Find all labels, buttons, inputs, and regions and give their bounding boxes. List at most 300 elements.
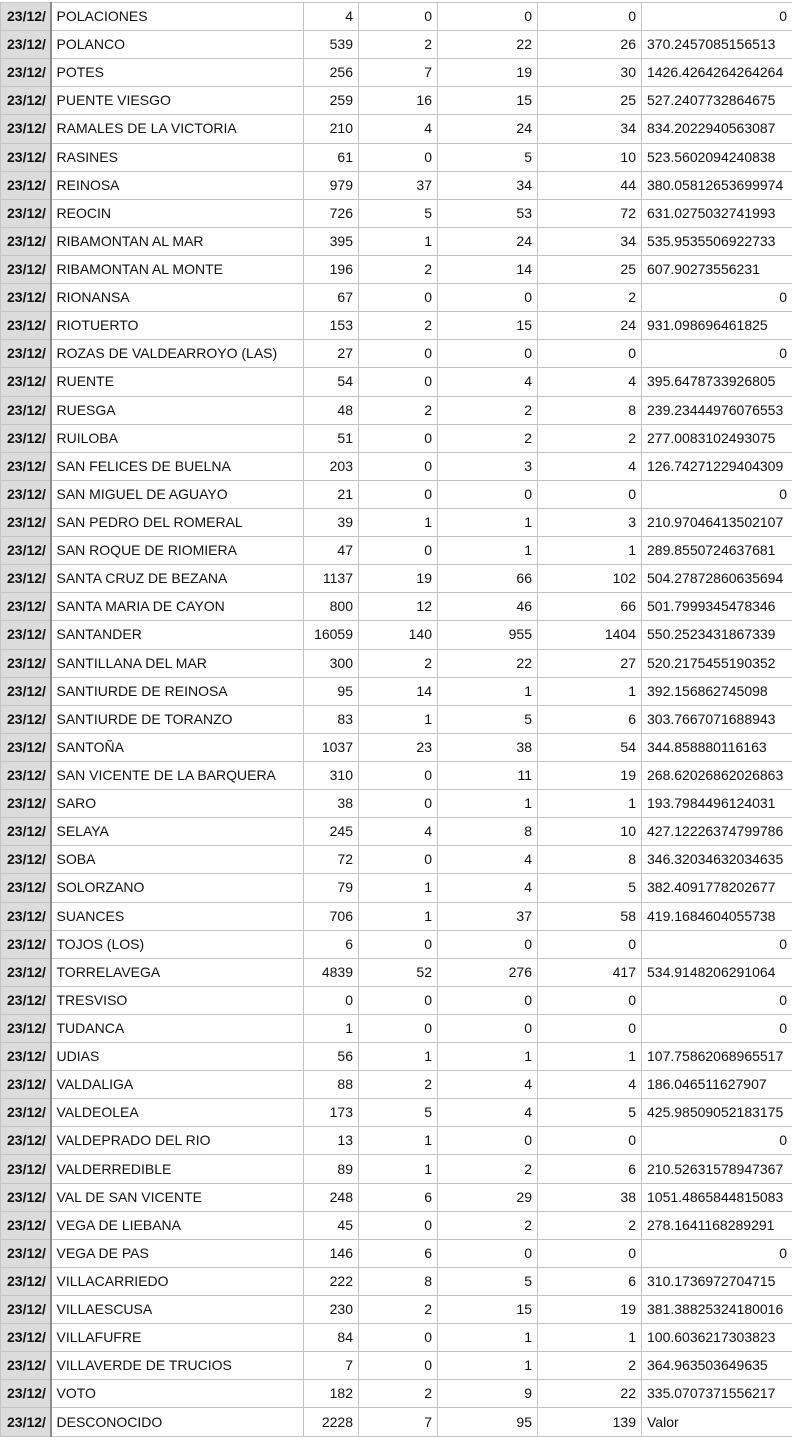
municipality-cell[interactable]: VEGA DE PAS [51,1239,304,1267]
rate-cell[interactable]: 523.5602094240838 [642,143,792,171]
municipality-cell[interactable]: SANTIURDE DE TORANZO [51,705,304,733]
municipality-cell[interactable]: VILLAFUFRE [51,1324,304,1352]
date-cell[interactable]: 23/12/ [1,1211,51,1239]
municipality-cell[interactable]: ROZAS DE VALDEARROYO (LAS) [51,340,304,368]
value-cell-2[interactable]: 0 [359,480,438,508]
value-cell-2[interactable]: 5 [359,199,438,227]
rate-cell[interactable]: 0 [642,284,792,312]
value-cell-4[interactable]: 34 [538,115,642,143]
value-cell-4[interactable]: 0 [538,340,642,368]
value-cell-3[interactable]: 2 [438,396,538,424]
value-cell-4[interactable]: 0 [538,1014,642,1042]
value-cell-3[interactable]: 4 [438,368,538,396]
value-cell-3[interactable]: 53 [438,199,538,227]
value-cell-4[interactable]: 1 [538,790,642,818]
municipality-cell[interactable]: SAN VICENTE DE LA BARQUERA [51,761,304,789]
rate-cell[interactable]: 0 [642,3,792,31]
value-cell-3[interactable]: 8 [438,818,538,846]
value-cell-3[interactable]: 22 [438,649,538,677]
value-cell-1[interactable]: 7 [304,1352,359,1380]
value-cell-4[interactable]: 2 [538,284,642,312]
rate-cell[interactable]: 0 [642,986,792,1014]
value-cell-3[interactable]: 0 [438,986,538,1014]
value-cell-3[interactable]: 0 [438,340,538,368]
value-cell-4[interactable]: 2 [538,424,642,452]
value-cell-1[interactable]: 2228 [304,1408,359,1436]
value-cell-1[interactable]: 248 [304,1183,359,1211]
date-cell[interactable]: 23/12/ [1,480,51,508]
value-cell-1[interactable]: 173 [304,1099,359,1127]
rate-cell[interactable]: 419.1684604055738 [642,902,792,930]
value-cell-4[interactable]: 2 [538,1211,642,1239]
municipality-cell[interactable]: VEGA DE LIEBANA [51,1211,304,1239]
value-cell-2[interactable]: 14 [359,677,438,705]
rate-cell[interactable]: 210.52631578947367 [642,1155,792,1183]
date-cell[interactable]: 23/12/ [1,87,51,115]
value-cell-1[interactable]: 726 [304,199,359,227]
municipality-cell[interactable]: SANTA MARIA DE CAYON [51,593,304,621]
value-cell-3[interactable]: 38 [438,733,538,761]
municipality-cell[interactable]: TUDANCA [51,1014,304,1042]
rate-cell[interactable]: Valor [642,1408,792,1436]
value-cell-1[interactable]: 1137 [304,565,359,593]
value-cell-2[interactable]: 2 [359,649,438,677]
value-cell-2[interactable]: 8 [359,1267,438,1295]
value-cell-1[interactable]: 310 [304,761,359,789]
rate-cell[interactable]: 344.858880116163 [642,733,792,761]
date-cell[interactable]: 23/12/ [1,31,51,59]
value-cell-4[interactable]: 1404 [538,621,642,649]
date-cell[interactable]: 23/12/ [1,508,51,536]
value-cell-3[interactable]: 4 [438,846,538,874]
value-cell-4[interactable]: 26 [538,31,642,59]
value-cell-3[interactable]: 0 [438,930,538,958]
value-cell-4[interactable]: 0 [538,3,642,31]
value-cell-3[interactable]: 24 [438,115,538,143]
value-cell-1[interactable]: 146 [304,1239,359,1267]
value-cell-1[interactable]: 800 [304,593,359,621]
date-cell[interactable]: 23/12/ [1,537,51,565]
rate-cell[interactable]: 186.046511627907 [642,1071,792,1099]
date-cell[interactable]: 23/12/ [1,59,51,87]
value-cell-4[interactable]: 19 [538,1296,642,1324]
date-cell[interactable]: 23/12/ [1,171,51,199]
rate-cell[interactable]: 427.12226374799786 [642,818,792,846]
value-cell-3[interactable]: 1 [438,508,538,536]
municipality-cell[interactable]: VALDEPRADO DEL RIO [51,1127,304,1155]
date-cell[interactable]: 23/12/ [1,284,51,312]
municipality-cell[interactable]: UDIAS [51,1043,304,1071]
value-cell-3[interactable]: 19 [438,59,538,87]
date-cell[interactable]: 23/12/ [1,1183,51,1211]
value-cell-1[interactable]: 1 [304,1014,359,1042]
value-cell-2[interactable]: 0 [359,340,438,368]
date-cell[interactable]: 23/12/ [1,818,51,846]
municipality-cell[interactable]: SOLORZANO [51,874,304,902]
municipality-cell[interactable]: SELAYA [51,818,304,846]
value-cell-1[interactable]: 13 [304,1127,359,1155]
value-cell-3[interactable]: 15 [438,312,538,340]
value-cell-3[interactable]: 4 [438,1071,538,1099]
value-cell-4[interactable]: 25 [538,87,642,115]
municipality-cell[interactable]: SANTIURDE DE REINOSA [51,677,304,705]
municipality-cell[interactable]: VALDALIGA [51,1071,304,1099]
value-cell-1[interactable]: 230 [304,1296,359,1324]
municipality-cell[interactable]: SAN PEDRO DEL ROMERAL [51,508,304,536]
municipality-cell[interactable]: RUILOBA [51,424,304,452]
value-cell-2[interactable]: 52 [359,958,438,986]
value-cell-4[interactable]: 19 [538,761,642,789]
value-cell-1[interactable]: 54 [304,368,359,396]
value-cell-4[interactable]: 3 [538,508,642,536]
rate-cell[interactable]: 380.05812653699974 [642,171,792,199]
date-cell[interactable]: 23/12/ [1,1127,51,1155]
value-cell-1[interactable]: 39 [304,508,359,536]
value-cell-3[interactable]: 37 [438,902,538,930]
value-cell-4[interactable]: 1 [538,1043,642,1071]
value-cell-4[interactable]: 4 [538,1071,642,1099]
rate-cell[interactable]: 210.97046413502107 [642,508,792,536]
value-cell-4[interactable]: 417 [538,958,642,986]
value-cell-2[interactable]: 1 [359,227,438,255]
rate-cell[interactable]: 370.2457085156513 [642,31,792,59]
value-cell-1[interactable]: 45 [304,1211,359,1239]
date-cell[interactable]: 23/12/ [1,677,51,705]
date-cell[interactable]: 23/12/ [1,3,51,31]
value-cell-1[interactable]: 196 [304,255,359,283]
value-cell-2[interactable]: 37 [359,171,438,199]
municipality-cell[interactable]: RIBAMONTAN AL MONTE [51,255,304,283]
value-cell-2[interactable]: 2 [359,396,438,424]
date-cell[interactable]: 23/12/ [1,227,51,255]
municipality-cell[interactable]: SANTILLANA DEL MAR [51,649,304,677]
date-cell[interactable]: 23/12/ [1,958,51,986]
value-cell-3[interactable]: 0 [438,1127,538,1155]
value-cell-4[interactable]: 30 [538,59,642,87]
municipality-cell[interactable]: VALDERREDIBLE [51,1155,304,1183]
value-cell-1[interactable]: 182 [304,1380,359,1408]
date-cell[interactable]: 23/12/ [1,733,51,761]
municipality-cell[interactable]: RUESGA [51,396,304,424]
date-cell[interactable]: 23/12/ [1,1014,51,1042]
municipality-cell[interactable]: VILLAESCUSA [51,1296,304,1324]
value-cell-4[interactable]: 66 [538,593,642,621]
value-cell-1[interactable]: 95 [304,677,359,705]
value-cell-4[interactable]: 58 [538,902,642,930]
value-cell-4[interactable]: 6 [538,1267,642,1295]
date-cell[interactable]: 23/12/ [1,874,51,902]
value-cell-1[interactable]: 706 [304,902,359,930]
rate-cell[interactable]: 607.90273556231 [642,255,792,283]
value-cell-3[interactable]: 5 [438,143,538,171]
date-cell[interactable]: 23/12/ [1,761,51,789]
rate-cell[interactable]: 550.2523431867339 [642,621,792,649]
value-cell-1[interactable]: 259 [304,87,359,115]
value-cell-2[interactable]: 2 [359,1380,438,1408]
value-cell-2[interactable]: 0 [359,846,438,874]
date-cell[interactable]: 23/12/ [1,649,51,677]
value-cell-1[interactable]: 300 [304,649,359,677]
value-cell-2[interactable]: 140 [359,621,438,649]
value-cell-3[interactable]: 24 [438,227,538,255]
date-cell[interactable]: 23/12/ [1,1352,51,1380]
value-cell-3[interactable]: 0 [438,1239,538,1267]
date-cell[interactable]: 23/12/ [1,452,51,480]
value-cell-3[interactable]: 5 [438,1267,538,1295]
value-cell-2[interactable]: 4 [359,115,438,143]
value-cell-3[interactable]: 95 [438,1408,538,1436]
value-cell-2[interactable]: 12 [359,593,438,621]
value-cell-2[interactable]: 7 [359,59,438,87]
municipality-cell[interactable]: RIBAMONTAN AL MAR [51,227,304,255]
value-cell-3[interactable]: 0 [438,1014,538,1042]
value-cell-4[interactable]: 8 [538,846,642,874]
value-cell-3[interactable]: 955 [438,621,538,649]
rate-cell[interactable]: 520.2175455190352 [642,649,792,677]
value-cell-4[interactable]: 139 [538,1408,642,1436]
value-cell-2[interactable]: 0 [359,3,438,31]
rate-cell[interactable]: 0 [642,1127,792,1155]
value-cell-2[interactable]: 2 [359,312,438,340]
value-cell-3[interactable]: 0 [438,284,538,312]
value-cell-2[interactable]: 1 [359,1127,438,1155]
value-cell-4[interactable]: 10 [538,818,642,846]
value-cell-2[interactable]: 0 [359,284,438,312]
value-cell-3[interactable]: 1 [438,537,538,565]
municipality-cell[interactable]: SANTANDER [51,621,304,649]
value-cell-2[interactable]: 0 [359,761,438,789]
rate-cell[interactable]: 335.0707371556217 [642,1380,792,1408]
rate-cell[interactable]: 392.156862745098 [642,677,792,705]
date-cell[interactable]: 23/12/ [1,396,51,424]
municipality-cell[interactable]: DESCONOCIDO [51,1408,304,1436]
value-cell-4[interactable]: 6 [538,705,642,733]
value-cell-1[interactable]: 48 [304,396,359,424]
value-cell-1[interactable]: 1037 [304,733,359,761]
municipality-cell[interactable]: REOCIN [51,199,304,227]
value-cell-3[interactable]: 1 [438,790,538,818]
value-cell-4[interactable]: 6 [538,1155,642,1183]
value-cell-4[interactable]: 22 [538,1380,642,1408]
value-cell-3[interactable]: 66 [438,565,538,593]
value-cell-3[interactable]: 1 [438,1352,538,1380]
municipality-cell[interactable]: POLANCO [51,31,304,59]
value-cell-1[interactable]: 72 [304,846,359,874]
value-cell-2[interactable]: 0 [359,424,438,452]
date-cell[interactable]: 23/12/ [1,846,51,874]
value-cell-3[interactable]: 0 [438,3,538,31]
date-cell[interactable]: 23/12/ [1,1324,51,1352]
value-cell-2[interactable]: 1 [359,508,438,536]
municipality-cell[interactable]: SUANCES [51,902,304,930]
value-cell-2[interactable]: 1 [359,1043,438,1071]
value-cell-2[interactable]: 16 [359,87,438,115]
value-cell-4[interactable]: 72 [538,199,642,227]
value-cell-1[interactable]: 27 [304,340,359,368]
value-cell-3[interactable]: 2 [438,1155,538,1183]
value-cell-3[interactable]: 0 [438,480,538,508]
value-cell-2[interactable]: 2 [359,1296,438,1324]
rate-cell[interactable]: 425.98509052183175 [642,1099,792,1127]
rate-cell[interactable]: 0 [642,480,792,508]
value-cell-1[interactable]: 256 [304,59,359,87]
value-cell-1[interactable]: 539 [304,31,359,59]
value-cell-4[interactable]: 0 [538,480,642,508]
value-cell-4[interactable]: 4 [538,368,642,396]
municipality-cell[interactable]: RIOTUERTO [51,312,304,340]
value-cell-1[interactable]: 0 [304,986,359,1014]
value-cell-4[interactable]: 4 [538,452,642,480]
rate-cell[interactable]: 631.0275032741993 [642,199,792,227]
municipality-cell[interactable]: RAMALES DE LA VICTORIA [51,115,304,143]
municipality-cell[interactable]: VALDEOLEA [51,1099,304,1127]
value-cell-3[interactable]: 46 [438,593,538,621]
rate-cell[interactable]: 535.9535506922733 [642,227,792,255]
rate-cell[interactable]: 504.27872860635694 [642,565,792,593]
rate-cell[interactable]: 501.7999345478346 [642,593,792,621]
value-cell-2[interactable]: 2 [359,1071,438,1099]
value-cell-4[interactable]: 54 [538,733,642,761]
value-cell-3[interactable]: 11 [438,761,538,789]
value-cell-4[interactable]: 5 [538,874,642,902]
municipality-cell[interactable]: RIONANSA [51,284,304,312]
rate-cell[interactable]: 126.74271229404309 [642,452,792,480]
municipality-cell[interactable]: SAN MIGUEL DE AGUAYO [51,480,304,508]
municipality-cell[interactable]: POTES [51,59,304,87]
rate-cell[interactable]: 834.2022940563087 [642,115,792,143]
value-cell-2[interactable]: 0 [359,1324,438,1352]
value-cell-4[interactable]: 1 [538,677,642,705]
value-cell-4[interactable]: 38 [538,1183,642,1211]
rate-cell[interactable]: 346.32034632034635 [642,846,792,874]
rate-cell[interactable]: 0 [642,340,792,368]
municipality-cell[interactable]: VILLACARRIEDO [51,1267,304,1295]
value-cell-3[interactable]: 276 [438,958,538,986]
date-cell[interactable]: 23/12/ [1,143,51,171]
rate-cell[interactable]: 1426.4264264264264 [642,59,792,87]
date-cell[interactable]: 23/12/ [1,1043,51,1071]
rate-cell[interactable]: 364.963503649635 [642,1352,792,1380]
value-cell-2[interactable]: 0 [359,143,438,171]
municipality-cell[interactable]: SAN ROQUE DE RIOMIERA [51,537,304,565]
value-cell-2[interactable]: 4 [359,818,438,846]
rate-cell[interactable]: 1051.4865844815083 [642,1183,792,1211]
date-cell[interactable]: 23/12/ [1,1155,51,1183]
value-cell-1[interactable]: 56 [304,1043,359,1071]
value-cell-4[interactable]: 24 [538,312,642,340]
value-cell-3[interactable]: 2 [438,424,538,452]
value-cell-2[interactable]: 7 [359,1408,438,1436]
value-cell-3[interactable]: 4 [438,1099,538,1127]
value-cell-1[interactable]: 245 [304,818,359,846]
date-cell[interactable]: 23/12/ [1,115,51,143]
date-cell[interactable]: 23/12/ [1,1380,51,1408]
rate-cell[interactable]: 303.7667071688943 [642,705,792,733]
value-cell-4[interactable]: 2 [538,1352,642,1380]
municipality-cell[interactable]: SANTA CRUZ DE BEZANA [51,565,304,593]
value-cell-2[interactable]: 0 [359,1211,438,1239]
municipality-cell[interactable]: SANTOÑA [51,733,304,761]
value-cell-2[interactable]: 6 [359,1239,438,1267]
value-cell-4[interactable]: 0 [538,1127,642,1155]
date-cell[interactable]: 23/12/ [1,705,51,733]
municipality-cell[interactable]: SARO [51,790,304,818]
value-cell-2[interactable]: 5 [359,1099,438,1127]
municipality-cell[interactable]: REINOSA [51,171,304,199]
rate-cell[interactable]: 0 [642,1239,792,1267]
value-cell-3[interactable]: 9 [438,1380,538,1408]
value-cell-3[interactable]: 1 [438,1043,538,1071]
rate-cell[interactable]: 278.1641168289291 [642,1211,792,1239]
value-cell-3[interactable]: 3 [438,452,538,480]
date-cell[interactable]: 23/12/ [1,986,51,1014]
rate-cell[interactable]: 931.098696461825 [642,312,792,340]
rate-cell[interactable]: 289.8550724637681 [642,537,792,565]
value-cell-3[interactable]: 2 [438,1211,538,1239]
value-cell-4[interactable]: 0 [538,986,642,1014]
value-cell-4[interactable]: 10 [538,143,642,171]
date-cell[interactable]: 23/12/ [1,255,51,283]
rate-cell[interactable]: 381.38825324180016 [642,1296,792,1324]
municipality-cell[interactable]: RASINES [51,143,304,171]
municipality-cell[interactable]: VOTO [51,1380,304,1408]
value-cell-4[interactable]: 5 [538,1099,642,1127]
date-cell[interactable]: 23/12/ [1,1099,51,1127]
value-cell-1[interactable]: 4839 [304,958,359,986]
value-cell-2[interactable]: 0 [359,368,438,396]
value-cell-4[interactable]: 27 [538,649,642,677]
value-cell-2[interactable]: 2 [359,31,438,59]
value-cell-1[interactable]: 153 [304,312,359,340]
value-cell-1[interactable]: 210 [304,115,359,143]
date-cell[interactable]: 23/12/ [1,902,51,930]
value-cell-2[interactable]: 0 [359,930,438,958]
value-cell-3[interactable]: 15 [438,1296,538,1324]
date-cell[interactable]: 23/12/ [1,790,51,818]
value-cell-1[interactable]: 395 [304,227,359,255]
value-cell-3[interactable]: 1 [438,1324,538,1352]
value-cell-1[interactable]: 6 [304,930,359,958]
value-cell-2[interactable]: 0 [359,1352,438,1380]
rate-cell[interactable]: 534.9148206291064 [642,958,792,986]
rate-cell[interactable]: 100.6036217303823 [642,1324,792,1352]
value-cell-1[interactable]: 79 [304,874,359,902]
date-cell[interactable]: 23/12/ [1,565,51,593]
rate-cell[interactable]: 527.2407732864675 [642,87,792,115]
value-cell-4[interactable]: 25 [538,255,642,283]
value-cell-4[interactable]: 8 [538,396,642,424]
value-cell-1[interactable]: 83 [304,705,359,733]
date-cell[interactable]: 23/12/ [1,621,51,649]
value-cell-1[interactable]: 16059 [304,621,359,649]
value-cell-3[interactable]: 34 [438,171,538,199]
rate-cell[interactable]: 310.1736972704715 [642,1267,792,1295]
value-cell-1[interactable]: 4 [304,3,359,31]
value-cell-2[interactable]: 1 [359,1155,438,1183]
value-cell-2[interactable]: 6 [359,1183,438,1211]
value-cell-1[interactable]: 51 [304,424,359,452]
value-cell-4[interactable]: 0 [538,930,642,958]
value-cell-1[interactable]: 67 [304,284,359,312]
rate-cell[interactable]: 107.75862068965517 [642,1043,792,1071]
value-cell-3[interactable]: 5 [438,705,538,733]
value-cell-1[interactable]: 38 [304,790,359,818]
value-cell-1[interactable]: 21 [304,480,359,508]
value-cell-2[interactable]: 1 [359,705,438,733]
value-cell-2[interactable]: 0 [359,790,438,818]
date-cell[interactable]: 23/12/ [1,1071,51,1099]
municipality-cell[interactable]: TOJOS (LOS) [51,930,304,958]
